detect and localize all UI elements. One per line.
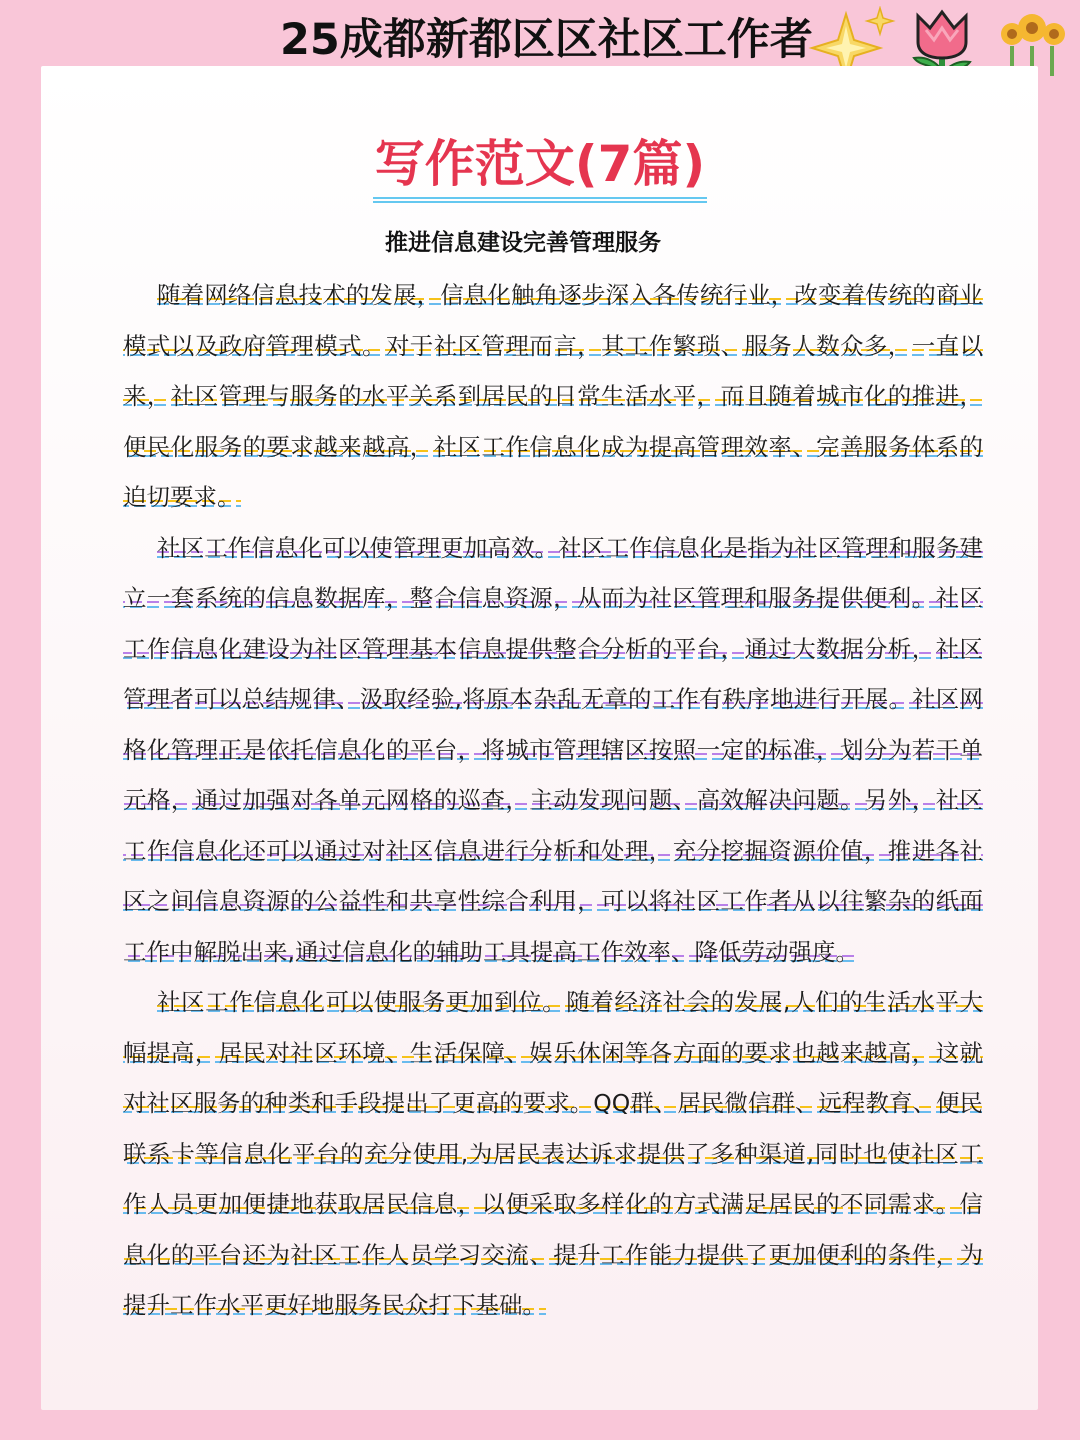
paragraph — [123, 977, 983, 1331]
paragraph — [123, 523, 983, 978]
paragraph-text: 社区工作信息化可以使管理更加高效。社区工作信息化是指为社区管理和服务建立一套系统的信息数据库，整合信息资源，从而为社区管理和服务提供便利。社区工作信息化建设为社区管理基本信息提供整合分析的平台，通过大数据分析，社区管理者可以总结规律、汲取经验,将原本杂乱无章的工作有秩序地进行开展。社区网格化管理正是依托信息化的平台，将城市管理辖区按照一定的标准，划分为若干单元格，通过加强对各单元网格的巡查，主动发现问题、高效解决问题。另外，社区工作信息化还可以通过对社区信息进行分析和处理，充分挖掘资源价值，推进各社区之间信息资源的公益性和共享性综合利用，可以将社区工作者从以往繁杂的纸面工作中解脱出来,通过信息化的辅助工具提高工作效率、降低劳动强度。 — [123, 533, 983, 966]
page-header-title: 25成都新都区区社区工作者 — [280, 15, 813, 65]
document-subtitle: 推进信息建设完善管理服务 — [385, 230, 661, 256]
paragraph — [123, 270, 983, 523]
document-body — [123, 270, 983, 1331]
document-title-text: 写作范文(7篇) — [373, 133, 708, 203]
paragraph-text: 社区工作信息化可以使服务更加到位。随着经济社会的发展,人们的生活水平大幅提高，居民对社区环境、生活保障、娱乐休闲等各方面的要求也越来越高，这就对社区服务的种类和手段提出了更高的要求。QQ群、居民微信群、远程教育、便民联系卡等信息化平台的充分使用,为居民表达诉求提供了多种渠道,同时也使社区工作人员更加便捷地获取居民信息，以便采取多样化的方式满足居民的不同需求。信息化的平台还为社区工作人员学习交流、提升工作能力提供了更加便利的条件，为提升工作水平更好地服务民众打下基础。 — [123, 988, 983, 1319]
document-title — [0, 133, 1080, 203]
paragraph-text: 随着网络信息技术的发展，信息化触角逐步深入各传统行业，改变着传统的商业模式以及政府管理模式。对于社区管理而言，其工作繁琐、服务人数众多，一直以来，社区管理与服务的水平关系到居民的日常生活水平，而且随着城市化的推进，便民化服务的要求越来越高，社区工作信息化成为提高管理效率、完善服务体系的迫切要求。 — [123, 281, 983, 511]
